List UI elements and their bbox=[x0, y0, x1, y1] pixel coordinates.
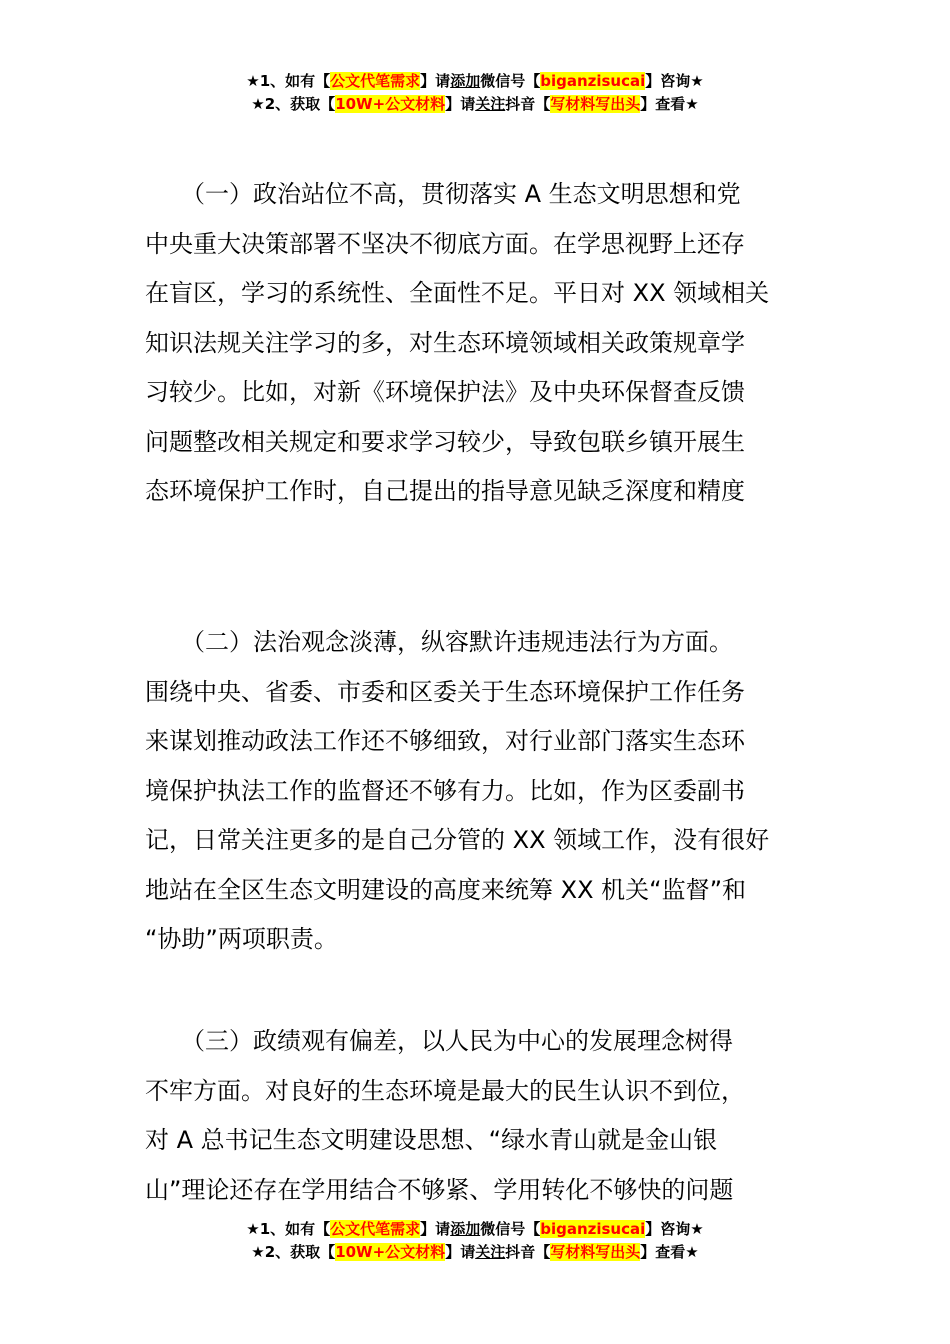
text-line: 对 A 总书记生态文明建设思想、“绿水青山就是金山银 bbox=[145, 1126, 718, 1154]
text-line: 在盲区，学习的系统性、全面性不足。平日对 XX 领域相关 bbox=[145, 279, 770, 307]
text-line: “协助”两项职责。 bbox=[145, 925, 338, 953]
section-3-paragraph bbox=[145, 1017, 810, 1215]
text-line: 山”理论还存在学用结合不够紧、学用转化不够快的问题 bbox=[145, 1175, 734, 1204]
text-line: 习较少。比如，对新《环境保护法》及中央环保督查反馈 bbox=[145, 378, 745, 406]
highlight-wechat-id: biganzisucai bbox=[540, 72, 646, 90]
highlight-service: 公文代笔需求 bbox=[330, 72, 421, 90]
text-line: 态环境保护工作时，自己提出的指导意见缺乏深度和精度 bbox=[145, 477, 745, 505]
highlight-materials: 10W+公文材料 bbox=[335, 1243, 446, 1261]
section-2-paragraph bbox=[145, 618, 810, 965]
text-line: 地站在全区生态文明建设的高度来统筹 XX 机关“监督”和 bbox=[145, 875, 747, 904]
text-line: 来谋划推动政法工作还不够细致，对行业部门落实生态环 bbox=[145, 727, 745, 755]
banner-line-2: ★2、获取【10W+公文材料】请关注抖音【写材料写出头】查看★ bbox=[251, 95, 699, 113]
highlight-douyin-id: 写材料写出头 bbox=[550, 95, 641, 113]
text-line: 中央重大决策部署不坚决不彻底方面。在学思视野上还存 bbox=[145, 229, 745, 258]
text-line: （二）法治观念淡薄，纵容默许违规违法行为方面。 bbox=[145, 628, 733, 656]
text-line: 记，日常关注更多的是自己分管的 XX 领域工作，没有很好 bbox=[145, 826, 770, 854]
section-1-paragraph bbox=[145, 170, 810, 517]
banner-line-2: ★2、获取【10W+公文材料】请关注抖音【写材料写出头】查看★ bbox=[251, 1243, 699, 1261]
highlight-douyin-id: 写材料写出头 bbox=[550, 1243, 641, 1261]
text-line: 问题整改相关规定和要求学习较少，导致包联乡镇开展生 bbox=[145, 427, 745, 456]
highlight-wechat-id: biganzisucai bbox=[540, 1220, 646, 1238]
text-line: （三）政绩观有偏差，以人民为中心的发展理念树得 bbox=[145, 1027, 733, 1055]
header-banner bbox=[0, 70, 950, 116]
text-line: 围绕中央、省委、市委和区委关于生态环境保护工作任务 bbox=[145, 677, 745, 706]
text-line: （一）政治站位不高，贯彻落实 A 生态文明思想和党 bbox=[145, 180, 741, 208]
banner-line-1: ★1、如有【公文代笔需求】请添加微信号【biganzisucai】咨询★ bbox=[246, 1220, 704, 1238]
highlight-service: 公文代笔需求 bbox=[330, 1220, 421, 1238]
text-line: 境保护执法工作的监督还不够有力。比如，作为区委副书 bbox=[145, 776, 745, 805]
text-line: 知识法规关注学习的多，对生态环境领域相关政策规章学 bbox=[145, 328, 745, 357]
text-line: 不牢方面。对良好的生态环境是最大的民生认识不到位， bbox=[145, 1076, 745, 1105]
footer-banner bbox=[0, 1218, 950, 1264]
highlight-materials: 10W+公文材料 bbox=[335, 95, 446, 113]
banner-line-1: ★1、如有【公文代笔需求】请添加微信号【biganzisucai】咨询★ bbox=[246, 72, 704, 90]
